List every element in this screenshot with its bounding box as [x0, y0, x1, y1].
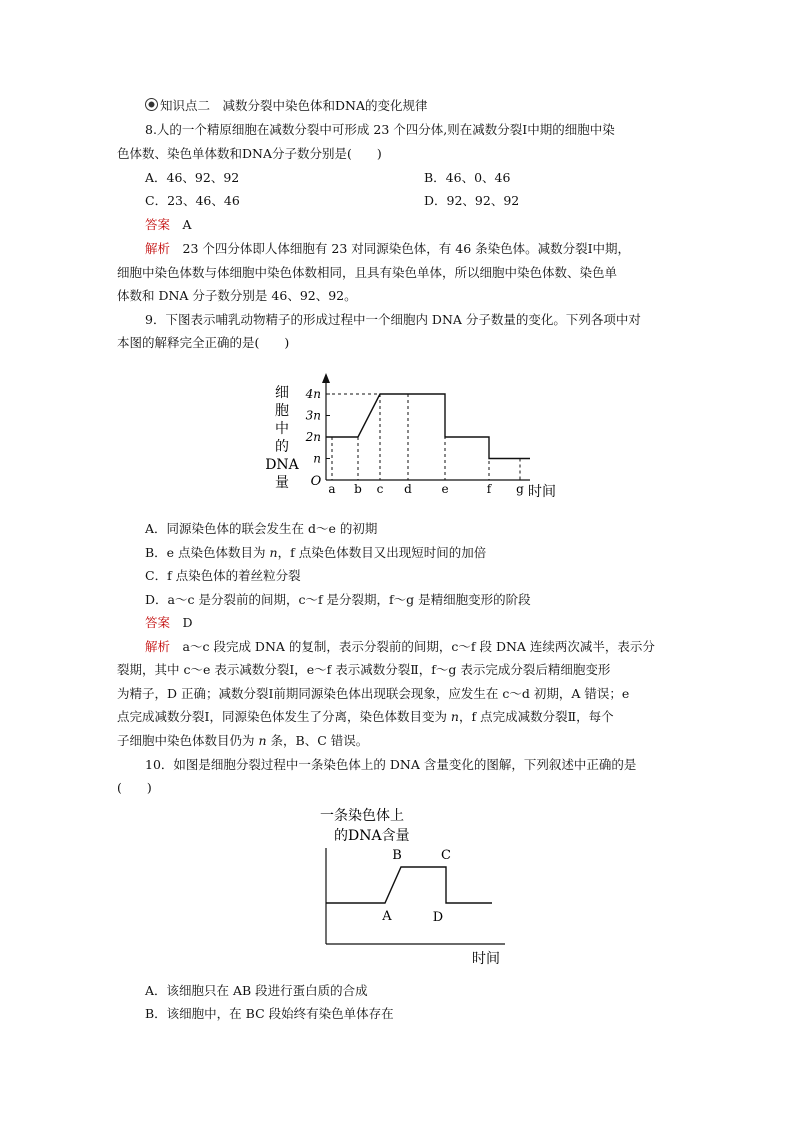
q8-explanation-line1: 解析 23 个四分体即人体细胞有 23 对同源染色体，有 46 条染色体。减数分裂Ⅰ中期，	[145, 241, 631, 256]
q8-stem-line2: 色体数、染色单体数和DNA分子数分别是( )	[117, 146, 382, 161]
y-tick-label: 4n	[305, 387, 321, 401]
x-axis-title: 时间	[528, 484, 556, 500]
q9-answer	[145, 614, 193, 632]
x-tick-label: d	[404, 482, 412, 496]
x-axis-title: 时间	[472, 951, 500, 967]
x-tick-label: a	[328, 482, 336, 496]
explanation-label: 解析	[145, 639, 171, 654]
q9-dna-chart	[260, 355, 580, 515]
q8-option-a: A．46、92、92	[145, 170, 240, 185]
q9-option-d: D．a～c 是分裂前的间期，c～f 是分裂期，f～g 是精细胞变形的阶段	[145, 592, 531, 607]
dna-series-line	[326, 867, 492, 903]
x-tick-label: b	[354, 482, 362, 496]
q9-explanation-line1: 解析 a～c 段完成 DNA 的复制，表示分裂前的间期，c～f 段 DNA 连续两次减半，表示分	[145, 639, 655, 654]
y-axis-label-char: 的	[275, 439, 289, 455]
x-tick-label: c	[376, 482, 384, 496]
q8-explanation-line2: 细胞中染色体数与体细胞中染色体数相同，且具有染色单体，所以细胞中染色体数、染色单	[117, 265, 618, 280]
y-axis-label-char: 细	[275, 385, 289, 401]
answer-value: A	[182, 217, 192, 232]
point-label: B	[392, 848, 402, 863]
bullet-icon	[145, 98, 158, 111]
answer-label: 答案	[145, 615, 171, 630]
explanation-label: 解析	[145, 241, 171, 256]
q8-option-c: C．23、46、46	[145, 193, 240, 208]
q10-dna-chart	[310, 800, 530, 975]
y-axis-title-line1: 一条染色体上	[320, 808, 404, 824]
q10-option-b: B．该细胞中，在 BC 段始终有染色单体存在	[145, 1006, 394, 1021]
y-tick-label: 2n	[305, 430, 321, 444]
x-tick-label: f	[486, 482, 492, 496]
q8-stem-line1: 8.人的一个精原细胞在减数分裂中可形成 23 个四分体,则在减数分裂Ⅰ中期的细胞中染	[145, 122, 615, 137]
x-tick-label: g	[516, 482, 524, 496]
q9-option-a: A．同源染色体的联会发生在 d～e 的初期	[145, 521, 378, 536]
q9-stem-line1: 9．下图表示哺乳动物精子的形成过程中一个细胞内 DNA 分子数量的变化。下列各项中对	[145, 312, 641, 327]
q8-explanation-line3: 体数和 DNA 分子数分别是 46、92、92。	[117, 288, 357, 303]
y-axis-label-char: 胞	[275, 403, 289, 419]
q9-explanation-line5: 子细胞中染色体数目仍为 n 条，B、C 错误。	[117, 733, 369, 748]
point-label: C	[441, 848, 451, 863]
x-tick-label: e	[441, 482, 449, 496]
point-label: D	[432, 910, 444, 925]
section-title: 知识点二 减数分裂中染色体和DNA的变化规律	[145, 97, 715, 115]
y-axis-label-char: 量	[275, 475, 289, 491]
q9-option-b: B．e 点染色体数目为 n，f 点染色体数目又出现短时间的加倍	[145, 545, 487, 560]
y-axis-arrow-icon	[322, 373, 330, 383]
y-tick-label: 3n	[305, 408, 321, 423]
y-axis-label-char: DNA	[265, 457, 299, 473]
y-tick-label: n	[313, 451, 321, 466]
answer-value: D	[182, 615, 193, 630]
q10-option-a: A．该细胞只在 AB 段进行蛋白质的合成	[145, 983, 368, 998]
q9-explanation-line4: 点完成减数分裂Ⅰ，同源染色体发生了分离，染色体数目变为 n，f 点完成减数分裂Ⅱ，每个	[117, 709, 614, 724]
dna-series-line	[326, 394, 530, 459]
q8-option-d: D．92、92、92	[424, 193, 520, 208]
q9-stem-line2: 本图的解释完全正确的是( )	[117, 335, 290, 350]
point-label: A	[382, 909, 392, 924]
q9-explanation-line3: 为精子，D 正确；减数分裂Ⅰ前期同源染色体出现联会现象，应发生在 c～d 初期，A 错误；e	[117, 686, 630, 701]
y-axis-title-line2: 的DNA含量	[334, 828, 410, 844]
q10-stem-line1: 10．如图是细胞分裂过程中一条染色体上的 DNA 含量变化的图解，下列叙述中正确的是	[145, 757, 637, 772]
answer-label: 答案	[145, 217, 171, 232]
q10-stem-line2: ( )	[117, 780, 152, 795]
q8-option-b: B．46、0、46	[424, 170, 511, 185]
q8-answer	[145, 216, 192, 234]
origin-label: O	[310, 474, 322, 489]
y-axis-label-char: 中	[275, 421, 289, 437]
q9-explanation-line2: 裂期，其中 c～e 表示减数分裂Ⅰ，e～f 表示减数分裂Ⅱ，f～g 表示完成分裂后精细胞变形	[117, 662, 611, 677]
q9-option-c: C．f 点染色体的着丝粒分裂	[145, 568, 301, 583]
